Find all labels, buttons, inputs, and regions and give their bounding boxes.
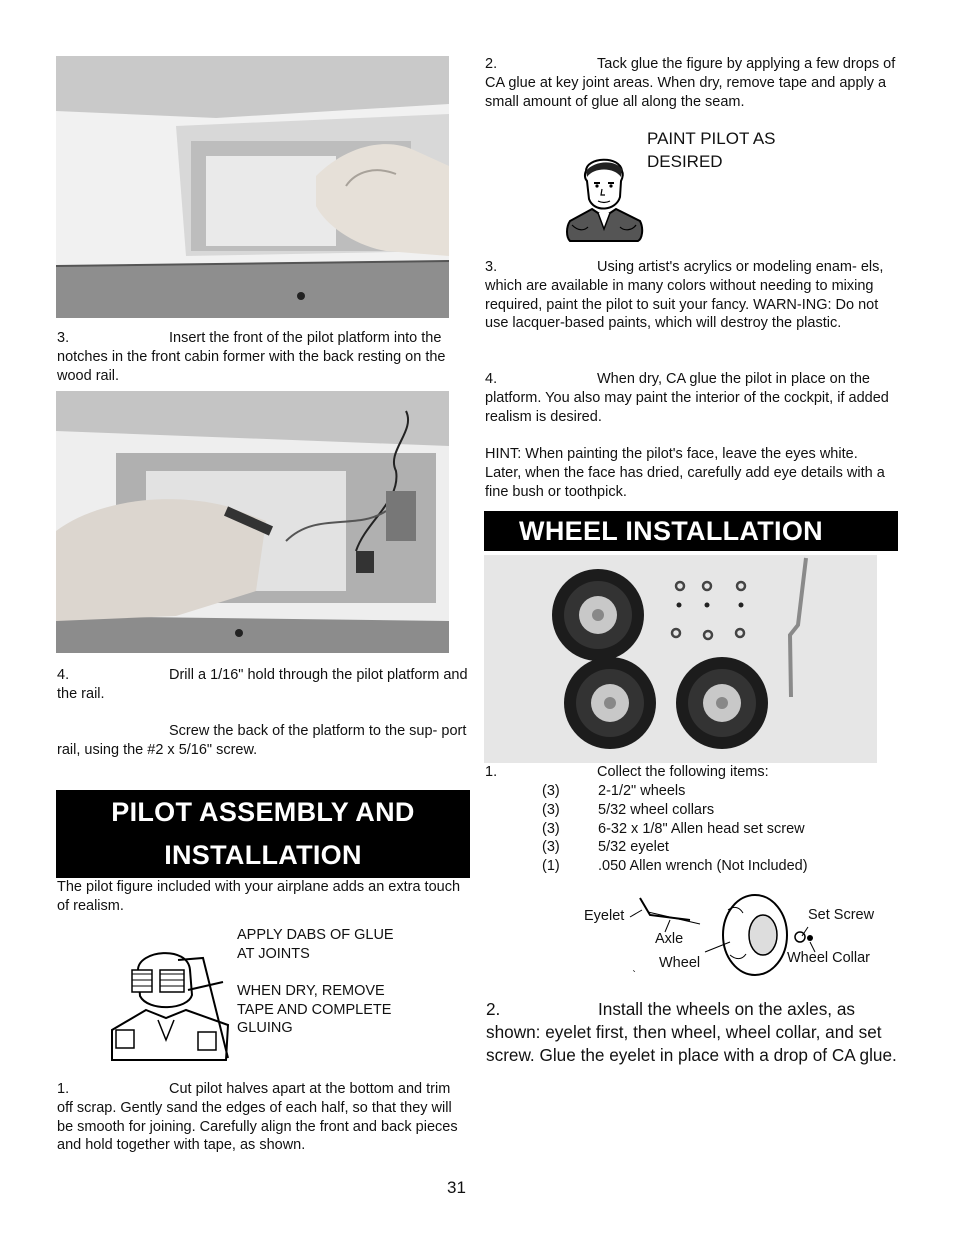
pilot-step2-number: 2. (485, 56, 498, 72)
step4-rest: and the rail. (57, 667, 468, 702)
callout-dry-line1: WHEN DRY, REMOVE (237, 983, 385, 999)
photo-drill-platform-drawing (56, 391, 449, 653)
list-item-text: 5/32 wheel collars (598, 801, 715, 818)
pilot-step4-rest: platform. You also may paint the interior of the cockpit, if added realism is desired. (485, 389, 889, 425)
pilot-step1-rest: trim off scrap. Gently sand the edges of each half, so that they will be smooth for joining. Carefully align the front and back pieces and hold together with tape, as shown. (57, 1081, 458, 1154)
screw-first-line: Screw the back of the platform to the sup- (169, 723, 438, 739)
pilot-painted-drawing (564, 153, 644, 243)
pilot-intro: The pilot figure included with your airplane adds an extra touch of realism. (57, 879, 461, 914)
pilot-step4-first-line: When dry, CA glue the pilot in place on the (597, 371, 870, 387)
pilot-step2-text (485, 55, 897, 111)
list-item-text: 2-1/2" wheels (598, 783, 686, 799)
pilot-step3-rest: els, which are available in many colors without needing to mixing required, paint the pilot to suit your fancy. WARN-ING: Do not use lacquer-based paints, which will destroy the plastic. (485, 259, 884, 332)
screw-rest: port rail, using the #2 x 5/16" screw. (57, 723, 467, 758)
list-item-text: 5/32 eyelet (598, 839, 669, 856)
label-set-screw: Set Screw (808, 907, 875, 923)
pilot-step1-number: 1. (57, 1081, 70, 1097)
label-eyelet: Eyelet (584, 908, 625, 924)
pilot-assembly-banner (56, 790, 470, 878)
photo-wheel-parts (484, 555, 877, 763)
wheel-step1-heading: Collect the following items: (597, 764, 769, 780)
page-number: 31 (447, 1178, 466, 1197)
paint-pilot-label (647, 128, 776, 173)
wheel-step1-number: 1. (485, 764, 498, 780)
wheel-assembly-diagram (580, 880, 890, 980)
callout-glue-line1: APPLY DABS OF GLUE (237, 927, 394, 943)
callout-dry-line2: TAPE AND COMPLETE (237, 1001, 392, 1018)
step3-first-line: Insert the front of the pilot platform into the (169, 330, 442, 346)
pilot-step4-text (485, 370, 897, 426)
step4-number: 4. (57, 667, 70, 683)
pilot-step3-text (485, 258, 897, 333)
wheel-bottom-right (676, 657, 768, 749)
list-item-qty: (3) (542, 801, 560, 818)
wheel-step2-rest: shown: eyelet first, then wheel, wheel collar, and set screw. Glue the eyelet in place with a drop of CA glue. (486, 1021, 897, 1065)
photo-pilot-platform-insert (56, 56, 449, 318)
label-axle: Axle (655, 931, 684, 947)
wheel-step2-first-line: Install the wheels on the axles, as (598, 999, 856, 1019)
list-item-text: 6-32 x 1/8" Allen head set screw (598, 820, 805, 837)
svg-text:`: ` (632, 970, 637, 980)
pilot-step1-first-line: Cut pilot halves apart at the bottom and (169, 1081, 423, 1097)
wheel-parts-list (542, 782, 882, 877)
photo-pilot-platform-insert-drawing (56, 56, 449, 318)
step3-rest: notches in the front cabin former with the back resting on the wood rail. (57, 348, 446, 384)
label-wheel-collar: Wheel Collar (787, 950, 870, 966)
step4-first-line: Drill a 1/16" hold through the pilot platform (169, 667, 440, 683)
wheel-installation-banner: WHEEL INSTALLATION (484, 511, 898, 551)
list-item-text: .050 Allen wrench (Not Included) (598, 858, 808, 875)
list-item-qty: (3) (542, 783, 560, 799)
step3-number: 3. (57, 330, 70, 346)
step3-text (57, 329, 469, 385)
pilot-banner-line1: PILOT ASSEMBLY AND (111, 797, 415, 827)
photo-wheel-parts-drawing (484, 555, 877, 763)
pilot-banner-line2: INSTALLATION (164, 840, 362, 870)
photo-drill-platform (56, 391, 449, 653)
wheel-step2-text (486, 998, 898, 1066)
pilot-step2-first-line: Tack glue the figure by applying a few (597, 56, 839, 72)
pilot-step3-first-line: Using artist's acrylics or modeling enam- (597, 259, 857, 275)
pilot-callout-dry (237, 982, 391, 1038)
pilot-taped-illustration (108, 940, 232, 1066)
pilot-taped-drawing (108, 940, 232, 1066)
list-item-qty: (1) (542, 858, 560, 875)
wheel-step1-text (485, 763, 897, 782)
hint-text: HINT: When painting the pilot's face, leave the eyes white. Later, when the face has dried, carefully add eye details with a fine bush or toothpick. (485, 446, 885, 500)
pilot-step2-rest: drops of CA glue at key joint areas. When dry, remove tape and apply a small amount of glue all along the seam. (485, 56, 896, 110)
screw-text (57, 722, 469, 760)
callout-dry-line3: GLUING (237, 1020, 293, 1037)
pilot-callout-glue (237, 926, 394, 963)
paint-label-line1: PAINT PILOT AS (647, 129, 776, 148)
list-item-qty: (3) (542, 839, 560, 856)
list-item-qty: (3) (542, 820, 560, 837)
pilot-step4-number: 4. (485, 371, 498, 387)
callout-glue-line2: AT JOINTS (237, 945, 310, 962)
step4-text (57, 666, 469, 704)
wheel-bottom-left (564, 657, 656, 749)
wheel-top (552, 569, 644, 661)
pilot-painted-illustration (564, 153, 644, 243)
pilot-step1-text (57, 1080, 469, 1155)
paint-label-line2: DESIRED (647, 151, 723, 171)
wheel-step2-number: 2. (486, 999, 501, 1019)
label-wheel: Wheel (659, 955, 701, 971)
pilot-step3-number: 3. (485, 259, 498, 275)
